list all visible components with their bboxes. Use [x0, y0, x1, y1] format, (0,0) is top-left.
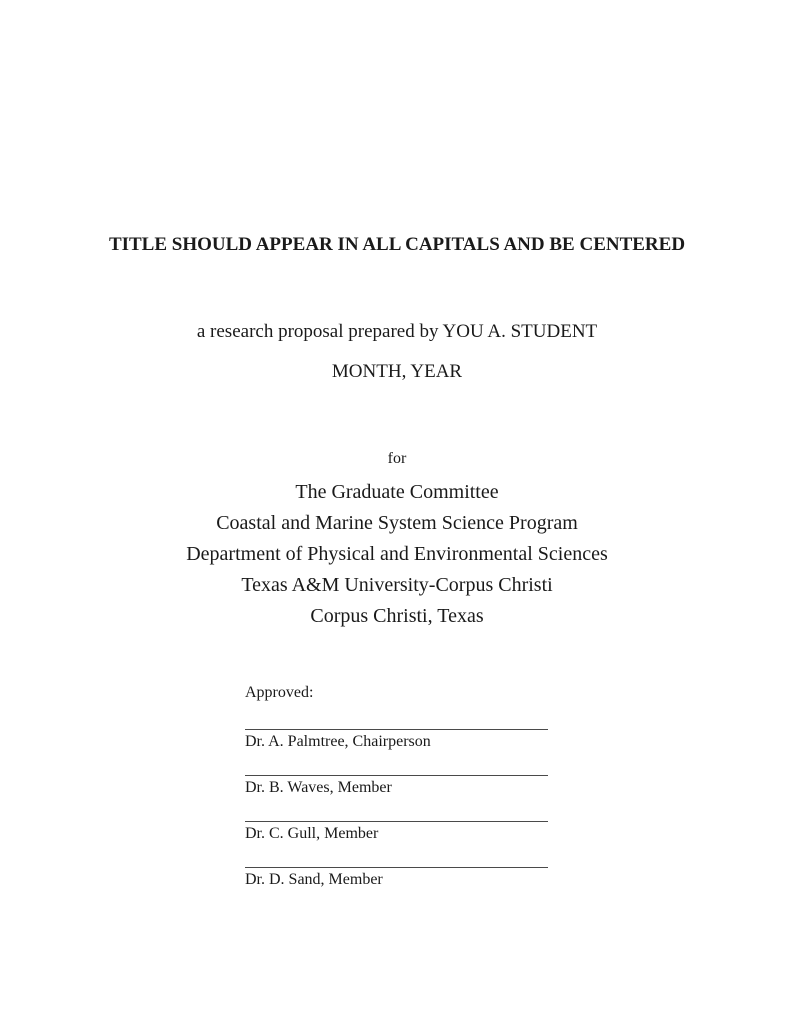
- recipient-line-department: Department of Physical and Environmental Sciences: [186, 543, 608, 565]
- signatory-name-member-3: Dr. D. Sand, Member: [245, 871, 383, 888]
- recipient-line-city: Corpus Christi, Texas: [310, 605, 484, 627]
- recipient-line-committee: The Graduate Committee: [295, 481, 499, 503]
- recipient-block: [0, 477, 794, 632]
- signatory-name-chairperson: Dr. A. Palmtree, Chairperson: [245, 733, 431, 750]
- approval-heading: Approved:: [245, 684, 314, 701]
- recipient-line-program: Coastal and Marine System Science Program: [216, 512, 578, 534]
- signature-row: [245, 867, 548, 889]
- signature-row: [245, 775, 548, 797]
- document-title: TITLE SHOULD APPEAR IN ALL CAPITALS AND BE CENTERED: [108, 234, 686, 255]
- recipient-line-university: Texas A&M University-Corpus Christi: [241, 574, 553, 596]
- date-line: MONTH, YEAR: [331, 361, 463, 382]
- byline: a research proposal prepared by YOU A. STUDENT: [196, 321, 598, 342]
- signature-row: [245, 729, 548, 751]
- signatory-name-member-1: Dr. B. Waves, Member: [245, 779, 392, 796]
- signature-row: [245, 821, 548, 843]
- signatory-name-member-2: Dr. C. Gull, Member: [245, 825, 379, 842]
- for-label: for: [387, 450, 407, 467]
